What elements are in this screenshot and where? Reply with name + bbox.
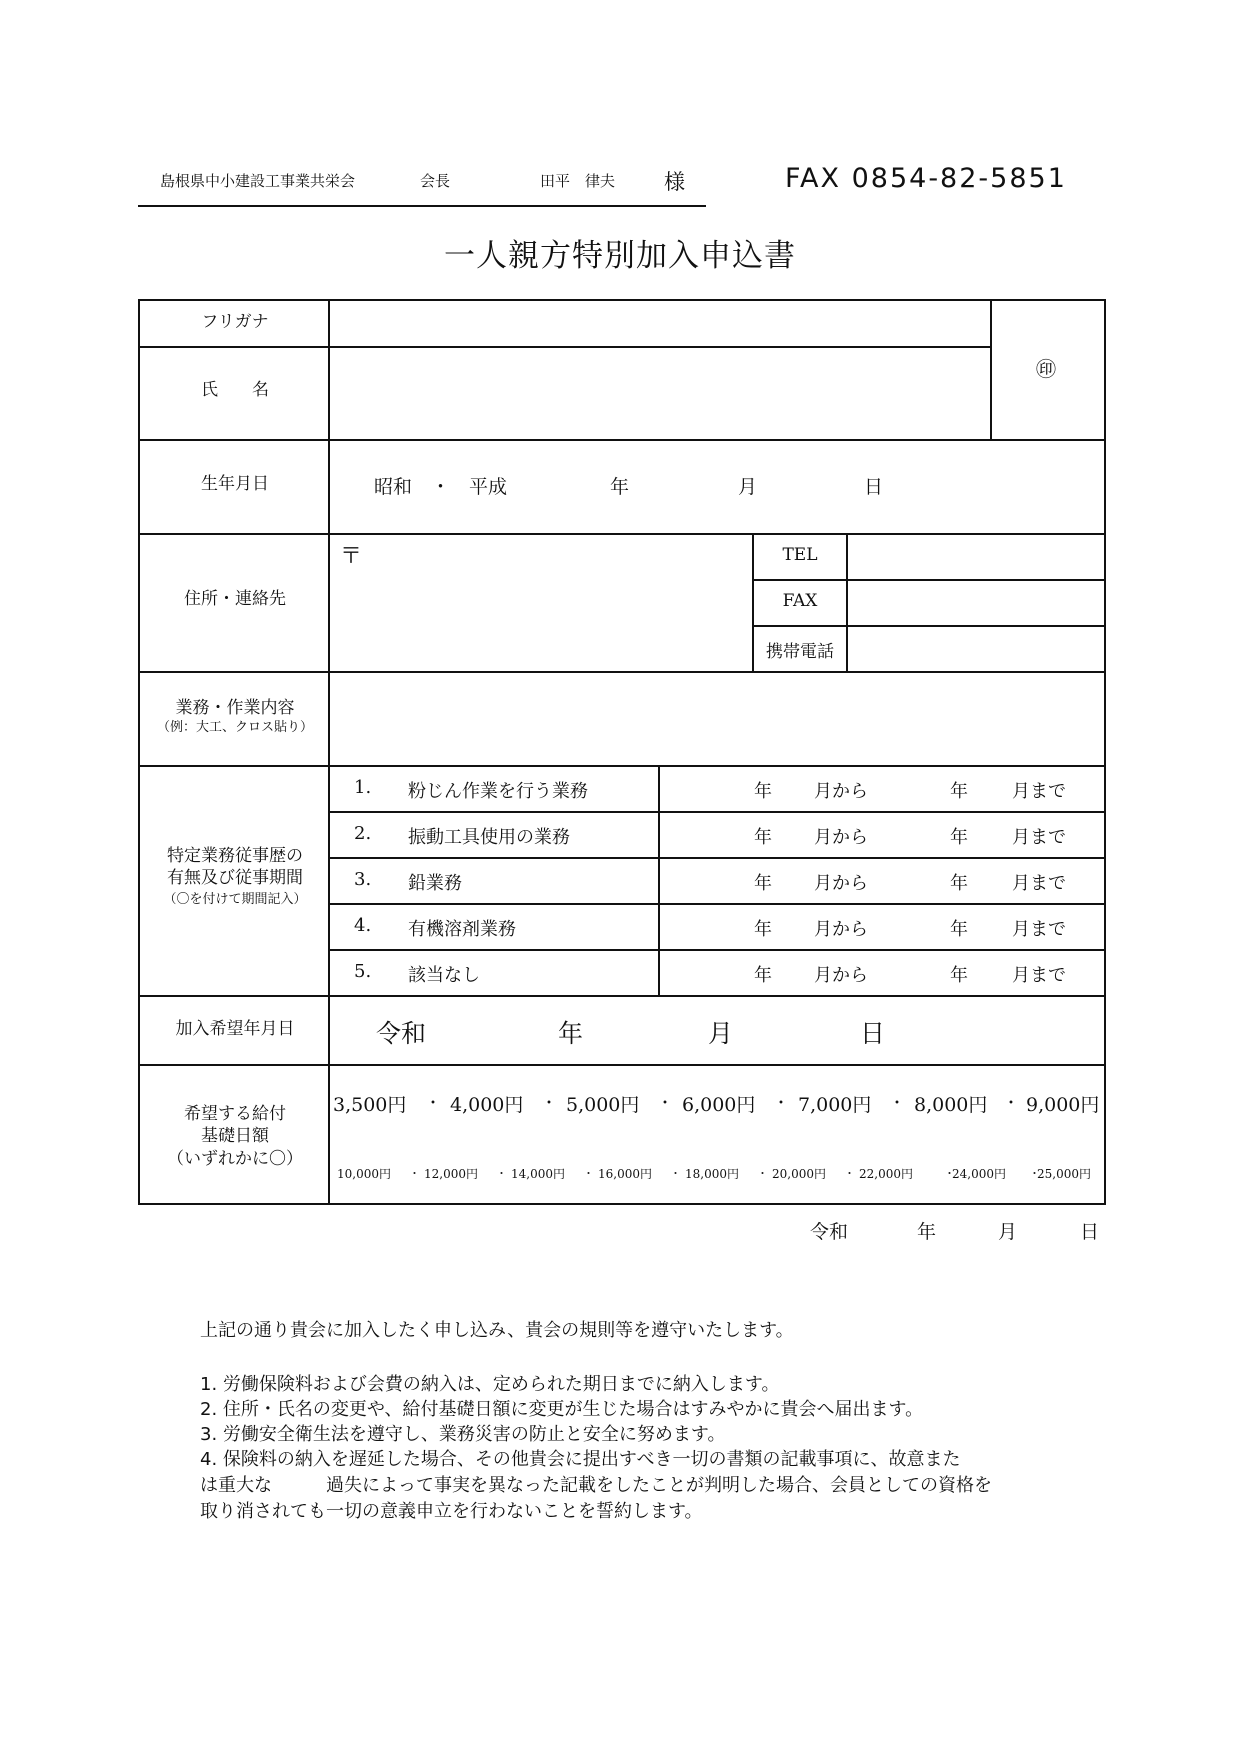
work-content-input[interactable] (340, 679, 1096, 759)
amount-option[interactable]: 22,000円 (859, 1167, 913, 1181)
history-to-year: 年 (950, 873, 968, 894)
tel-label: TEL (782, 545, 818, 565)
recipient-name: 田平 律夫 (540, 172, 616, 190)
separator: ・ (583, 1167, 594, 1180)
history-to-month: 月まで (1012, 873, 1066, 894)
pledge-line: 3. 労働安全衛生法を遵守し、業務災害の防止と安全に努めます。 (200, 1424, 726, 1445)
benefit-label-line1: 希望する給付 (184, 1104, 286, 1124)
pledge-line: 取り消されても一切の意義申立を行わないことを誓約します。 (200, 1501, 703, 1522)
application-form-table (138, 299, 1106, 1205)
mobile-input[interactable] (854, 633, 1094, 667)
address-label: 住所・連絡先 (184, 589, 286, 609)
birth-era: 昭和 ・ 平成 (374, 476, 508, 498)
fax-label: FAX (782, 591, 818, 611)
separator: ・ (773, 1093, 790, 1112)
amount-option[interactable]: 6,000円 (682, 1094, 756, 1116)
pledge-line: は重大な 過失によって事実を異なった記載をしたことが判明した場合、会員としての資格を (200, 1475, 992, 1496)
history-from-year: 年 (754, 873, 772, 894)
fax-input[interactable] (854, 587, 1094, 621)
history-item-name[interactable]: 振動工具使用の業務 (408, 827, 570, 848)
benefit-label-line2: 基礎日額 (201, 1126, 269, 1146)
history-from-month: 月から (814, 965, 868, 986)
history-to-year: 年 (950, 965, 968, 986)
separator: ・ (944, 1167, 955, 1180)
pledge-line: 4. 保険料の納入を遅延した場合、その他貴会に提出すべき一切の書類の記載事項に、故意また (200, 1449, 961, 1470)
date-month-unit: 月 (998, 1221, 1018, 1243)
history-from-year: 年 (754, 827, 772, 848)
history-from-year: 年 (754, 781, 772, 802)
separator: ・ (425, 1093, 442, 1112)
join-day-unit: 日 (860, 1019, 886, 1048)
pledge-line: 2. 住所・氏名の変更や、給付基礎日額に変更が生じた場合はすみやかに貴会へ届出ます。 (200, 1399, 924, 1420)
postal-mark: 〒 (340, 544, 363, 569)
separator: ・ (541, 1093, 558, 1112)
separator: ・ (1003, 1093, 1020, 1112)
amount-option[interactable]: 16,000円 (598, 1167, 652, 1181)
header-underline (138, 205, 706, 207)
history-to-month: 月まで (1012, 827, 1066, 848)
date-era: 令和 (810, 1221, 849, 1243)
history-item-no: 2. (354, 823, 372, 844)
history-from-month: 月から (814, 827, 868, 848)
birth-year-unit: 年 (610, 476, 630, 498)
pledge-intro: 上記の通り貴会に加入したく申し込み、貴会の規則等を遵守いたします。 (200, 1320, 794, 1341)
history-to-year: 年 (950, 827, 968, 848)
work-content-label: 業務・作業内容 (175, 698, 295, 718)
amount-option[interactable]: 4,000円 (450, 1094, 524, 1116)
history-from-month: 月から (814, 919, 868, 940)
name-label: 氏 名 (201, 380, 269, 400)
amount-option[interactable]: 12,000円 (424, 1167, 478, 1181)
furigana-label: フリガナ (201, 312, 269, 332)
benefit-label-line3: （いずれかに〇） (167, 1149, 303, 1169)
name-input[interactable] (340, 356, 980, 432)
history-to-month: 月まで (1012, 965, 1066, 986)
tel-input[interactable] (854, 541, 1094, 575)
date-day-unit: 日 (1080, 1221, 1100, 1243)
separator: ・ (844, 1167, 855, 1180)
history-item-no: 3. (354, 869, 372, 890)
amount-option[interactable]: 7,000円 (798, 1094, 872, 1116)
amount-option[interactable]: 3,500円 (333, 1094, 407, 1116)
address-input[interactable] (370, 541, 744, 663)
history-item-no: 1. (354, 777, 372, 798)
join-date-label: 加入希望年月日 (175, 1019, 295, 1039)
history-from-year: 年 (754, 919, 772, 940)
form-title: 一人親方特別加入申込書 (444, 238, 796, 274)
separator: ・ (1029, 1167, 1040, 1180)
recipient-position: 会長 (420, 172, 451, 190)
amount-option[interactable]: 20,000円 (772, 1167, 826, 1181)
join-year-unit: 年 (558, 1019, 584, 1048)
seal-mark: ㊞ (1036, 357, 1056, 381)
amount-option[interactable]: 14,000円 (511, 1167, 565, 1181)
join-month-unit: 月 (708, 1019, 734, 1048)
birth-day-unit: 日 (864, 476, 884, 498)
fax-number: FAX 0854-82-5851 (785, 163, 1067, 194)
history-label-line1: 特定業務従事歴の (167, 846, 303, 866)
separator: ・ (670, 1167, 681, 1180)
join-era: 令和 (376, 1019, 427, 1048)
history-item-name[interactable]: 鉛業務 (408, 873, 462, 894)
history-to-year: 年 (950, 919, 968, 940)
amount-option[interactable]: 25,000円 (1037, 1167, 1091, 1181)
honorific: 様 (664, 170, 685, 194)
mobile-label: 携帯電話 (766, 642, 834, 662)
furigana-input[interactable] (340, 309, 980, 339)
pledge-line: 1. 労働保険料および会費の納入は、定められた期日までに納入します。 (200, 1374, 780, 1395)
birth-month-unit: 月 (738, 476, 758, 498)
association-name: 島根県中小建設工事業共栄会 (160, 172, 356, 190)
separator: ・ (757, 1167, 768, 1180)
amount-option[interactable]: 10,000円 (337, 1167, 391, 1181)
amount-option[interactable]: 24,000円 (952, 1167, 1006, 1181)
history-to-month: 月まで (1012, 781, 1066, 802)
history-item-name[interactable]: 該当なし (408, 965, 480, 986)
separator: ・ (496, 1167, 507, 1180)
work-content-example: （例：大工、クロス貼り） (156, 720, 313, 735)
separator: ・ (657, 1093, 674, 1112)
separator: ・ (409, 1167, 420, 1180)
history-label-line2: 有無及び従事期間 (167, 868, 303, 888)
history-to-month: 月まで (1012, 919, 1066, 940)
history-from-month: 月から (814, 873, 868, 894)
history-item-no: 5. (354, 961, 372, 982)
separator: ・ (889, 1093, 906, 1112)
history-item-name[interactable]: 粉じん作業を行う業務 (408, 781, 588, 802)
amount-option[interactable]: 9,000円 (1026, 1094, 1100, 1116)
history-label-line3: （〇を付けて期間記入） (163, 892, 307, 907)
history-to-year: 年 (950, 781, 968, 802)
history-item-name[interactable]: 有機溶剤業務 (408, 919, 516, 940)
history-item-no: 4. (354, 915, 372, 936)
history-from-month: 月から (814, 781, 868, 802)
date-year-unit: 年 (917, 1221, 937, 1243)
amount-option[interactable]: 18,000円 (685, 1167, 739, 1181)
birth-date-label: 生年月日 (201, 474, 269, 494)
amount-option[interactable]: 8,000円 (914, 1094, 988, 1116)
history-from-year: 年 (754, 965, 772, 986)
amount-option[interactable]: 5,000円 (566, 1094, 640, 1116)
